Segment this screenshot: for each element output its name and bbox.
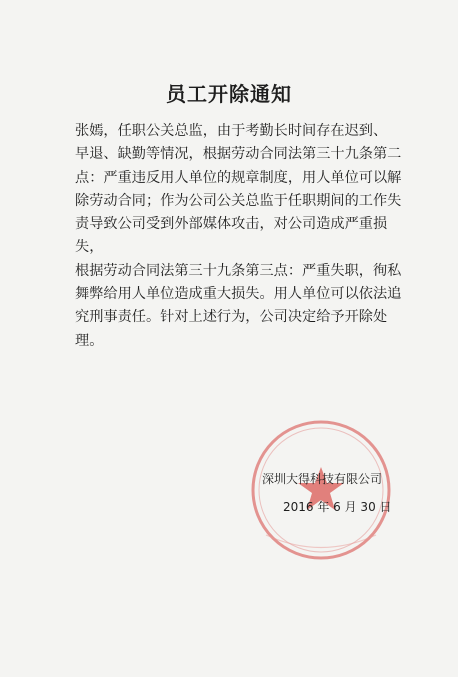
issue-date: 2016 年 6 月 30 日 bbox=[283, 500, 392, 514]
notice-body: 张嫣，任职公关总监，由于考勤长时间存在迟到、 早退、缺勤等情况，根据劳动合同法第三十九条第二 点：严重违反用人单位的规章制度，用人单位可以解 除劳动合同；作为公司公关总监于任职期间的工作失 责导致公司受到外部媒体攻击，对公司造成严重损失， 根据劳动合同法第三十九条第三点：严重失职，徇私 舞弊给用人单位造成重大损失。用人单位可以依法追 究刑事责任。针对上述行为，公司决定给予开除处理。 bbox=[75, 123, 402, 349]
company-name: 深圳大得科技有限公司 bbox=[262, 472, 383, 486]
company-seal-stamp bbox=[246, 415, 396, 565]
document-title: 员工开除通知 bbox=[166, 82, 292, 106]
